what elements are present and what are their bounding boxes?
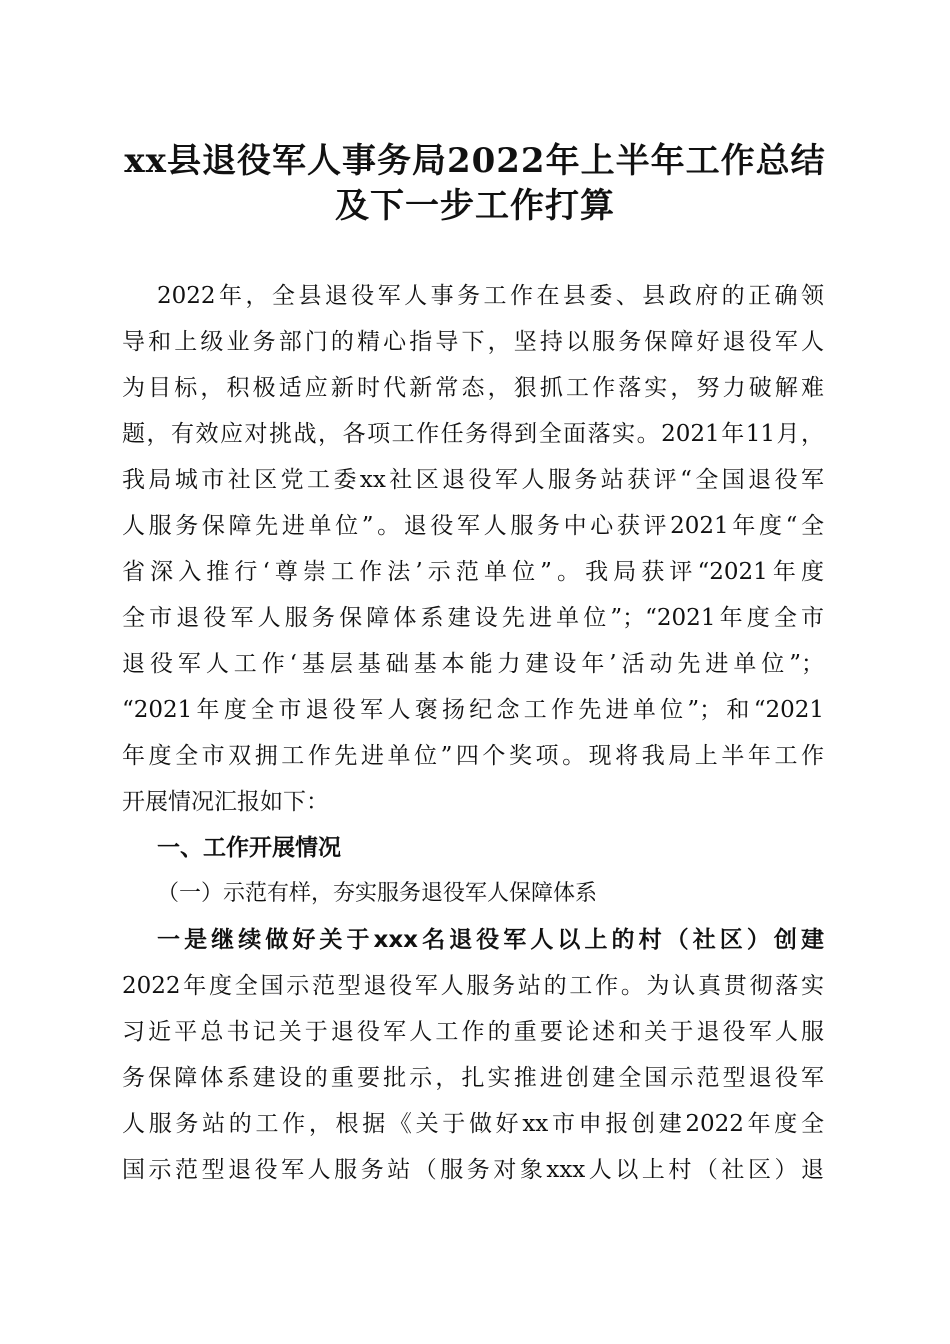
intro-paragraph-line: 人服务保障先进单位”。退役军人服务中心获评2021年度“全	[122, 513, 824, 539]
document-title-line-1: xx县退役军人事务局2022年上半年工作总结	[124, 141, 826, 181]
document-title-line-2: 及下一步工作打算	[335, 186, 615, 226]
intro-paragraph-line: 为目标，积极适应新时代新常态，狠抓工作落实，努力破解难	[122, 375, 824, 401]
point-paragraph-line: 国示范型退役军人服务站（服务对象xxx人以上村（社区）退	[122, 1157, 824, 1183]
subsection-heading: （一）示范有样，夯实服务退役军人保障体系	[157, 881, 598, 906]
intro-paragraph-line: 我局城市社区党工委xx社区退役军人服务站获评“全国退役军	[122, 467, 824, 493]
intro-paragraph-line: 导和上级业务部门的精心指导下，坚持以服务保障好退役军人	[122, 329, 824, 355]
point-paragraph-line: 2022年度全国示范型退役军人服务站的工作。为认真贯彻落实	[122, 973, 824, 999]
intro-paragraph-line: 题，有效应对挑战，各项工作任务得到全面落实。2021年11月，	[122, 421, 824, 447]
point-paragraph-line: 习近平总书记关于退役军人工作的重要论述和关于退役军人服	[122, 1019, 824, 1045]
point-paragraph-line: 一是继续做好关于xxx名退役军人以上的村（社区）创建	[157, 927, 824, 953]
intro-paragraph-line: 省深入推行‘尊崇工作法’示范单位”。我局获评“2021年度	[122, 559, 824, 585]
intro-paragraph-line: 全市退役军人服务保障体系建设先进单位”；“2021年度全市	[122, 605, 824, 631]
point-paragraph-line: 人服务站的工作，根据《关于做好xx市申报创建2022年度全	[122, 1111, 824, 1137]
intro-paragraph-line: 2022年，全县退役军人事务工作在县委、县政府的正确领	[157, 283, 824, 309]
section-heading: 一、工作开展情况	[157, 835, 341, 861]
intro-paragraph-line: 开展情况汇报如下：	[122, 789, 329, 815]
point-paragraph-line: 务保障体系建设的重要批示，扎实推进创建全国示范型退役军	[122, 1065, 824, 1091]
intro-paragraph-line: “2021年度全市退役军人褒扬纪念工作先进单位”；和“2021	[122, 697, 824, 723]
intro-paragraph-line: 退役军人工作‘基层基础基本能力建设年’活动先进单位”；	[122, 651, 824, 677]
intro-paragraph-line: 年度全市双拥工作先进单位”四个奖项。现将我局上半年工作	[122, 743, 824, 769]
